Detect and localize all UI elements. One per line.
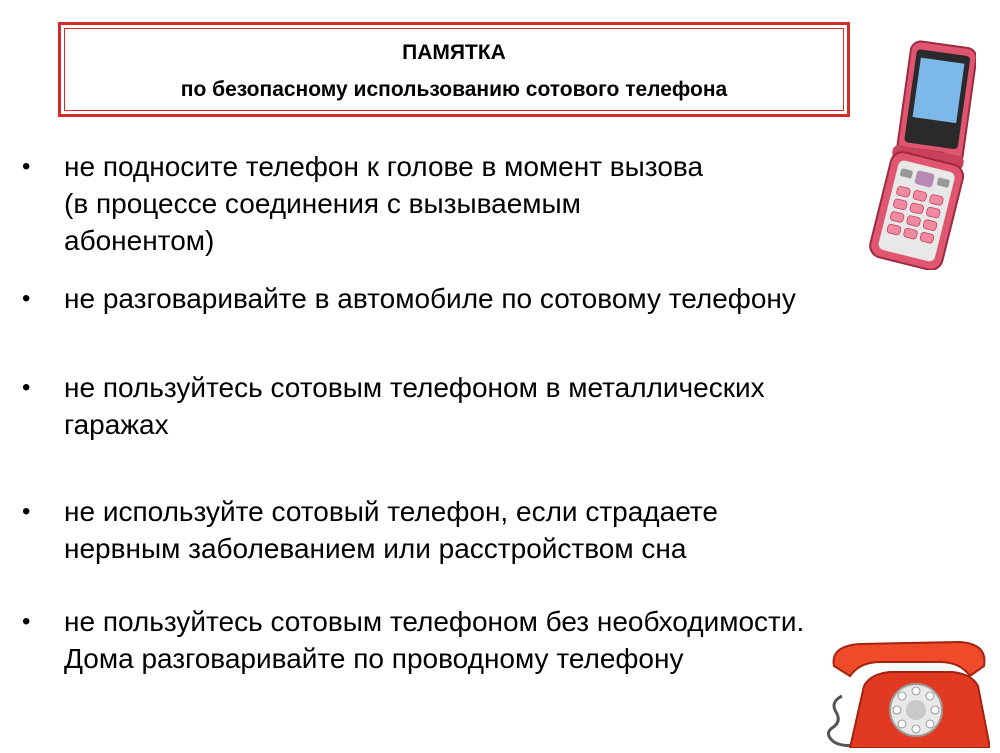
bullet-icon: • xyxy=(22,498,31,525)
bullet-icon: • xyxy=(22,374,31,401)
list-item-text: не пользуйтесь сотовым телефоном без необходимости. Дома разговаривайте по проводному телефону xyxy=(64,606,805,674)
list-item-text: не разговаривайте в автомобиле по сотовому телефону xyxy=(64,283,796,314)
title-heading: ПАМЯТКА xyxy=(402,41,506,64)
list-item-text: не используйте сотовый телефон, если страдаете нервным заболеванием или расстройством сна xyxy=(64,496,718,564)
list-item-text: не пользуйтесь сотовым телефоном в металлических гаражах xyxy=(64,372,765,440)
title-frame xyxy=(58,22,850,117)
bullet-icon: • xyxy=(22,285,31,312)
flip-cell-phone-icon xyxy=(866,40,976,270)
bullet-icon: • xyxy=(22,153,31,180)
list-item-text: не подносите телефон к голове в момент вызова (в процессе соединения с вызываемым абонентом) xyxy=(64,151,704,256)
title-subheading: по безопасному использованию сотового телефона xyxy=(180,78,728,101)
bullet-icon: • xyxy=(22,608,31,635)
rotary-phone-icon xyxy=(820,636,990,748)
